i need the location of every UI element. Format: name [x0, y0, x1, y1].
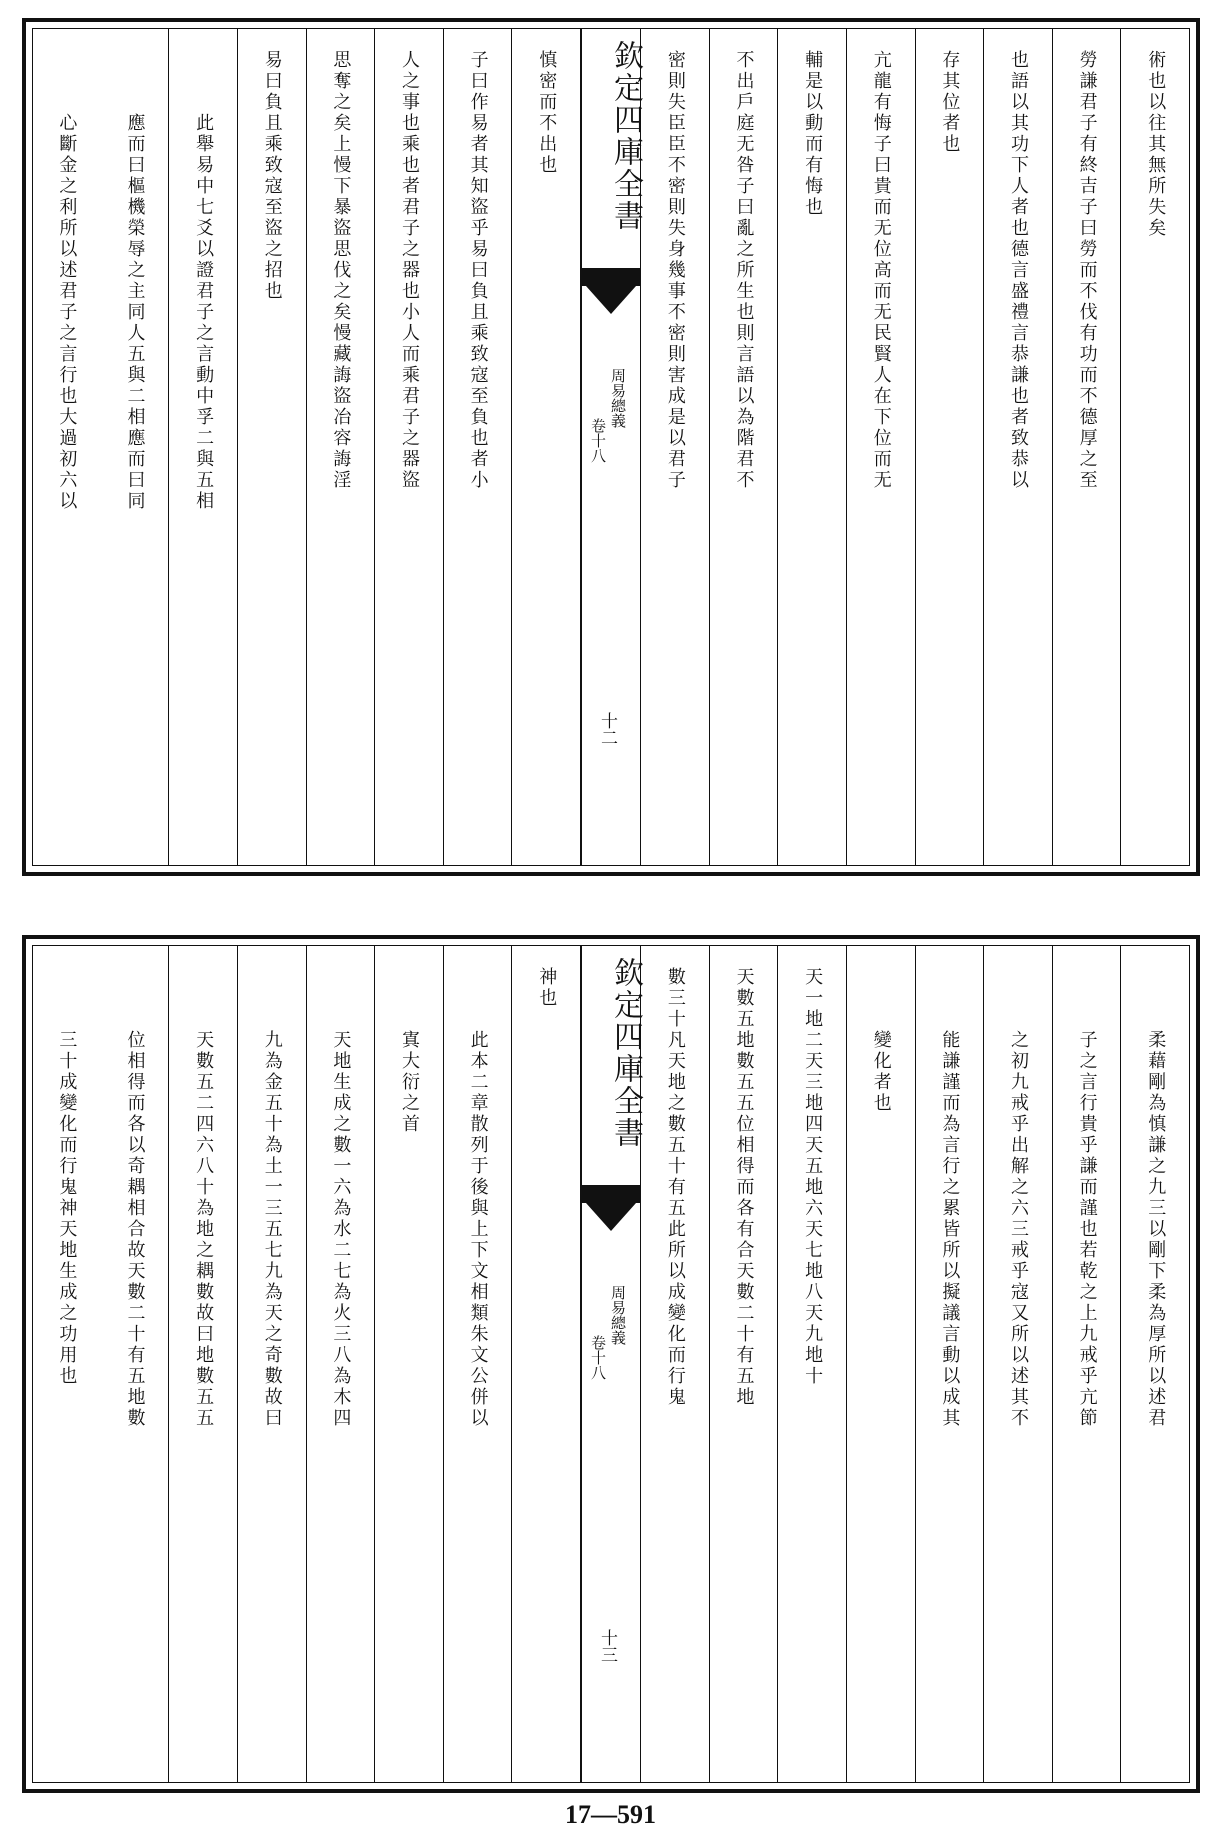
- commentary-column: [101, 28, 170, 866]
- text-column: [847, 28, 916, 866]
- text-column: [778, 945, 847, 1783]
- column-text: 天數五地數五五位相得而各有合天數二十有五地: [733, 967, 755, 1408]
- gutter-title: 欽定四庫全書: [608, 957, 643, 1149]
- text-column: [1121, 28, 1190, 866]
- column-text: 應而曰樞機榮辱之主同人五與二相應而曰同: [124, 113, 146, 512]
- gutter-book-name: 周易總義: [609, 1285, 627, 1345]
- gutter-strip: [581, 28, 641, 866]
- text-column: [710, 28, 779, 866]
- fish-tail-mark: [582, 1185, 640, 1245]
- commentary-column: [32, 945, 101, 1783]
- gutter-volume: 卷十八: [589, 1335, 607, 1380]
- column-text: 能謙謹而為言行之累皆所以擬議言動以成其: [939, 1030, 961, 1429]
- column-text: 天數五二四六八十為地之耦數故曰地數五五: [193, 1030, 215, 1429]
- column-text: 寘大衍之首: [398, 1030, 420, 1135]
- column-text: 輔是以動而有悔也: [802, 50, 824, 218]
- column-text: 勞謙君子有終吉子曰勞而不伐有功而不德厚之至: [1076, 50, 1098, 491]
- top-page: [22, 18, 1200, 876]
- text-column: [710, 945, 779, 1783]
- column-text: 不出戶庭无咎子曰亂之所生也則言語以為階君不: [733, 50, 755, 491]
- commentary-column: [984, 945, 1053, 1783]
- fish-tail-mark: [582, 268, 640, 328]
- column-text: 存其位者也: [939, 50, 961, 155]
- column-text: 此舉易中七爻以證君子之言動中孚二與五相: [193, 113, 215, 512]
- text-column: [641, 28, 710, 866]
- commentary-column: [32, 28, 101, 866]
- text-column: [512, 945, 581, 1783]
- commentary-column: [169, 28, 238, 866]
- gutter-page-number: 十二: [597, 712, 617, 746]
- column-text: 天地生成之數一六為水二七為火三八為木四: [330, 1030, 352, 1429]
- gutter-book-name: 周易總義: [609, 368, 627, 428]
- page-footer-number: 17—591: [565, 1800, 656, 1829]
- column-text: 子曰作易者其知盜乎易曰負且乘致寇至負也者小: [467, 50, 489, 491]
- column-text: 神也: [536, 967, 558, 1009]
- commentary-column: [101, 945, 170, 1783]
- text-column: [512, 28, 581, 866]
- column-text: 心斷金之利所以述君子之言行也大過初六以: [56, 113, 78, 512]
- commentary-column: [916, 945, 985, 1783]
- text-column: [641, 945, 710, 1783]
- column-text: 柔藉剛為慎謙之九三以剛下柔為厚所以述君: [1145, 1030, 1167, 1429]
- column-text: 人之事也乘也者君子之器也小人而乘君子之器盜: [398, 50, 420, 491]
- commentary-column: [847, 945, 916, 1783]
- commentary-column: [169, 945, 238, 1783]
- bottom-page: [22, 935, 1200, 1793]
- gutter-page-number: 十三: [597, 1629, 617, 1663]
- column-text: 此本二章散列于後與上下文相類朱文公併以: [467, 1030, 489, 1429]
- column-text: 亢龍有悔子曰貴而无位高而无民賢人在下位而无: [870, 50, 892, 491]
- column-text: 子之言行貴乎謙而謹也若乾之上九戒乎亢節: [1076, 1030, 1098, 1429]
- column-text: 思奪之矣上慢下暴盜思伐之矣慢藏誨盜冶容誨淫: [330, 50, 352, 491]
- column-text: 天一地二天三地四天五地六天七地八天九地十: [802, 967, 824, 1387]
- commentary-column: [238, 945, 307, 1783]
- text-column: [1053, 28, 1122, 866]
- commentary-column: [1121, 945, 1190, 1783]
- text-column: [916, 28, 985, 866]
- text-column: [307, 28, 376, 866]
- column-text: 九為金五十為土一三五七九為天之奇數故曰: [261, 1030, 283, 1429]
- commentary-column: [307, 945, 376, 1783]
- text-column: [238, 28, 307, 866]
- gutter-strip: [581, 945, 641, 1783]
- gutter-volume: 卷十八: [589, 418, 607, 463]
- column-text: 也語以其功下人者也德言盛禮言恭謙也者致恭以: [1007, 50, 1029, 491]
- text-column: [984, 28, 1053, 866]
- column-text: 易曰負且乘致寇至盜之招也: [261, 50, 283, 302]
- column-text: 位相得而各以奇耦相合故天數二十有五地數: [124, 1030, 146, 1429]
- text-column: [778, 28, 847, 866]
- column-text: 三十成變化而行鬼神天地生成之功用也: [56, 1030, 78, 1387]
- commentary-column: [444, 945, 513, 1783]
- commentary-column: [1053, 945, 1122, 1783]
- commentary-column: [375, 945, 444, 1783]
- gutter-title: 欽定四庫全書: [608, 40, 643, 232]
- column-text: 之初九戒乎出解之六三戒乎寇又所以述其不: [1007, 1030, 1029, 1429]
- column-text: 變化者也: [870, 1030, 892, 1114]
- column-text: 慎密而不出也: [536, 50, 558, 176]
- text-column: [375, 28, 444, 866]
- column-text: 術也以往其無所失矣: [1145, 50, 1167, 239]
- text-column: [444, 28, 513, 866]
- column-text: 密則失臣臣不密則失身幾事不密則害成是以君子: [664, 50, 686, 491]
- column-text: 數三十凡天地之數五十有五此所以成變化而行鬼: [664, 967, 686, 1408]
